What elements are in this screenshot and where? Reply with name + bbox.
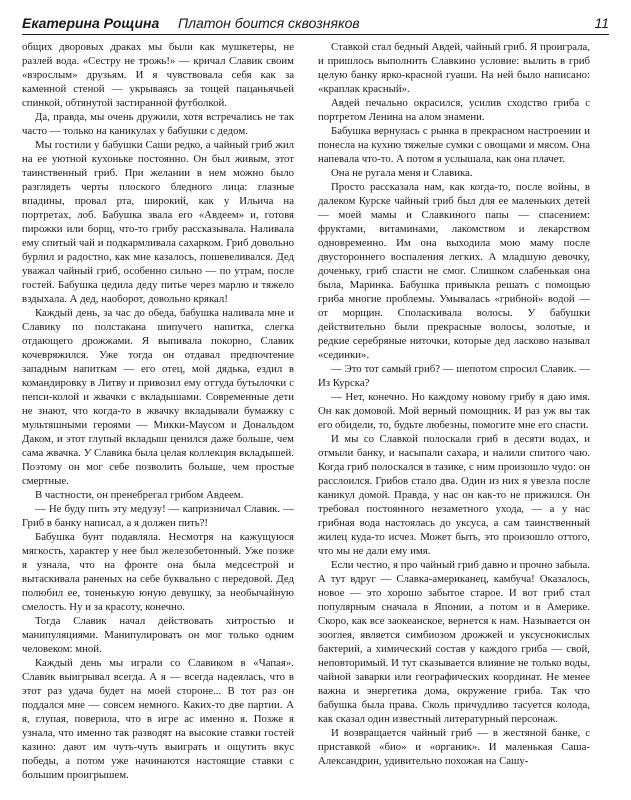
paragraph: Просто рассказала нам, как когда-то, после войны, в далеком Курске чайный гриб был для ее маленьких детей — моей мамы и Славкиного папы — спасением: фруктами, витаминами, лакомством и лекарством одновременно. Им она выходила мою маму после двустороннего воспаления легких. А младшую девочку, доченьку, гриб спасти не смог. Слишком слабенькая она была, Маринка. Бабушка привыкла решать с помощью гриба многие проблемы. Умывалась «грибной» водой — от морщин. Споласкивала волосы. У бабушки действительно были прекрасные волосы, золотые, и редкие серебряные ниточки, которые дед ласково называл «сединки».	[318, 181, 590, 361]
paragraph: общих дворовых драках мы были как мушкетеры, не разлей вода. «Сестру не трожь!» — кричал Славик своим «взрослым» друзьям. И я чувствовала себя как за каменной стеной — укрываясь за тощей пацаньячьей спинкой, обтянутой застиранной футболкой.	[22, 41, 294, 109]
page-number: 11	[594, 15, 609, 31]
header-rule	[22, 34, 609, 35]
paragraph: И мы со Славкой полоскали гриб в десяти водах, и отмыли банку, и насыпали сахара, и налили спитого чаю. Когда гриб полоскался в тазике, с ним произошло чудо: он расслоился. Грибов стало два. Один из них я увезла после каникул домой. Правда, у нас он как-то не прижился. Он требовал постоянного незаметного ухода, — а у нас грибная вода настоялась до уксуса, а сам таинственный жилец куда-то исчез. Может быть, это произошло оттого, что мы не дали ему имя.	[318, 433, 590, 557]
paragraph: — Нет, конечно. Но каждому новому грибу я даю имя. Он как домовой. Мой верный помощник. И раз уж вы так его обидели, то, будьте любезны, помогите мне его спасти.	[318, 391, 590, 431]
left-column	[22, 40, 294, 782]
paragraph: И возвращается чайный гриб — в жестяной банке, с приставкой «био» и «органик». И маленькая Саша-Александрин, удивительно похожая на Сашу-	[318, 727, 590, 767]
paragraph: Каждый день мы играли со Славиком в «Чапая». Славик выигрывал всегда. А я — всегда надеялась, что в этот раз удача будет на моей стороне... В тот раз он поддался мне — совсем немного. Каких-то две партии. А я, глупая, поверила, что в игре ас именно я. Позже я узнала, что именно так разводят на высокие ставки гостей казино: дают им чуть-чуть выиграть и ощутить вкус победы, а потом уже начинаются настоящие ставки с большим проигрышем.	[22, 657, 294, 781]
paragraph: Мы гостили у бабушки Саши редко, а чайный гриб жил на ее уютной кухоньке постоянно. Он был живым, этот таинственный гриб. При желании в нем можно было разглядеть черты плоского бледного лица: глазные впадины, провал рта, широкий, как у Ильича на портретах, лоб. Бабушка звала его «Авдеем» и, готовя пирожки или борщ, что-то грибу рассказывала. Наливала ему спитый чай и подкармливала сахарком. Гриб довольно бурлил и радостно, как мне казалось, пошевеливался. Дед уважал чайный гриб, особенно сильно — по утрам, после гостей. Бабушка цедила деду питье через марлю и тяжело вздыхала. А дед, наоборот, довольно крякал!	[22, 139, 294, 305]
paragraph: — Не буду пить эту медузу! — капризничал Славик. — Гриб в банку написал, а я должен пить?!	[22, 503, 294, 529]
paragraph: Если честно, я про чайный гриб давно и прочно забыла. А тут вдруг — Славка-американец, камбуча! Оказалось, новое — это хорошо забытое старое. И вот гриб стал популярным сначала в Японии, а потом и в Америке. Скоро, как все заокеанское, вернется к нам. Называется он зооглея, является симбиозом дрожжей и уксуснокислых бактерий, а химический состав у каждого гриба — свой, неповторимый. И тут сказывается влияние не только воды, чайной заварки или географических координат. Не менее важна и энергетика дома, окружение гриба. Так что бабушка была права. Сколь причудливо тасуется колода, как сказал один известный литературный персонаж.	[318, 559, 590, 725]
paragraph: Бабушка бунт подавляла. Несмотря на кажущуюся мягкость, характер у нее был железобетонный. Уже позже я узнала, что на фронте она была медсестрой и вытаскивала раненых на себе буквально с передовой. Дед полюбил ее, тоненькую юную девушку, за необычайную смелость. Ну и за красоту, конечно.	[22, 531, 294, 613]
paragraph: — Это тот самый гриб? — шепотом спросил Славик. — Из Курска?	[318, 363, 590, 389]
paragraph: Она не ругала меня и Славика.	[331, 167, 473, 179]
page-header	[0, 0, 631, 36]
paragraph: Каждый день, за час до обеда, бабушка наливала мне и Славику по полстакана шипучего напитка, слегка отдающего дрожжами. Я выпивала покорно, Славик кочевряжился. Уже тогда он отдавал предпочтение западным напиткам — его отец, мой дядька, ездил в командировку в Литву и привозил ему оттуда бутылочки с пепси-колой и жвачки с вкладышами. Современные дети не знают, что когда-то в жвачку вкладывали бумажку с мультяшными героями — Микки-Маусом и Дональдом Даком, и этот глупый вкладыш ценился даже больше, чем сама жвачка. У Славика была целая коллекция вкладышей. Поэтому он мог себе позволить больше, чем простые смертные.	[22, 307, 294, 487]
story-title: Платон боится сквозняков	[178, 15, 360, 31]
paragraph: Авдей печально окрасился, усилив сходство гриба с портретом Ленина на алом знамени.	[318, 97, 590, 123]
right-column	[318, 40, 590, 768]
paragraph: Бабушка вернулась с рынка в прекрасном настроении и понесла на кухню тяжелые сумки с овощами и мясом. Она напевала что-то. А потом я услышала, как она плачет.	[318, 125, 590, 165]
paragraph: Да, правда, мы очень дружили, хотя встречались не так часто — только на каникулах у бабушки с дедом.	[22, 111, 294, 137]
paragraph: Тогда Славик начал действовать хитростью и манипуляциями. Манипулировать он мог только одним человеком: мной.	[22, 615, 294, 655]
author-name: Екатерина Рощина	[22, 15, 160, 31]
paragraph: Ставкой стал бедный Авдей, чайный гриб. Я проиграла, и пришлось выполнить Славкино условие: вылить в гриб целую банку ярко-красной гуаши. На ней было написано: «краплак красный».	[318, 41, 590, 95]
paragraph: В частности, он пренебрегал грибом Авдеем.	[35, 489, 244, 501]
